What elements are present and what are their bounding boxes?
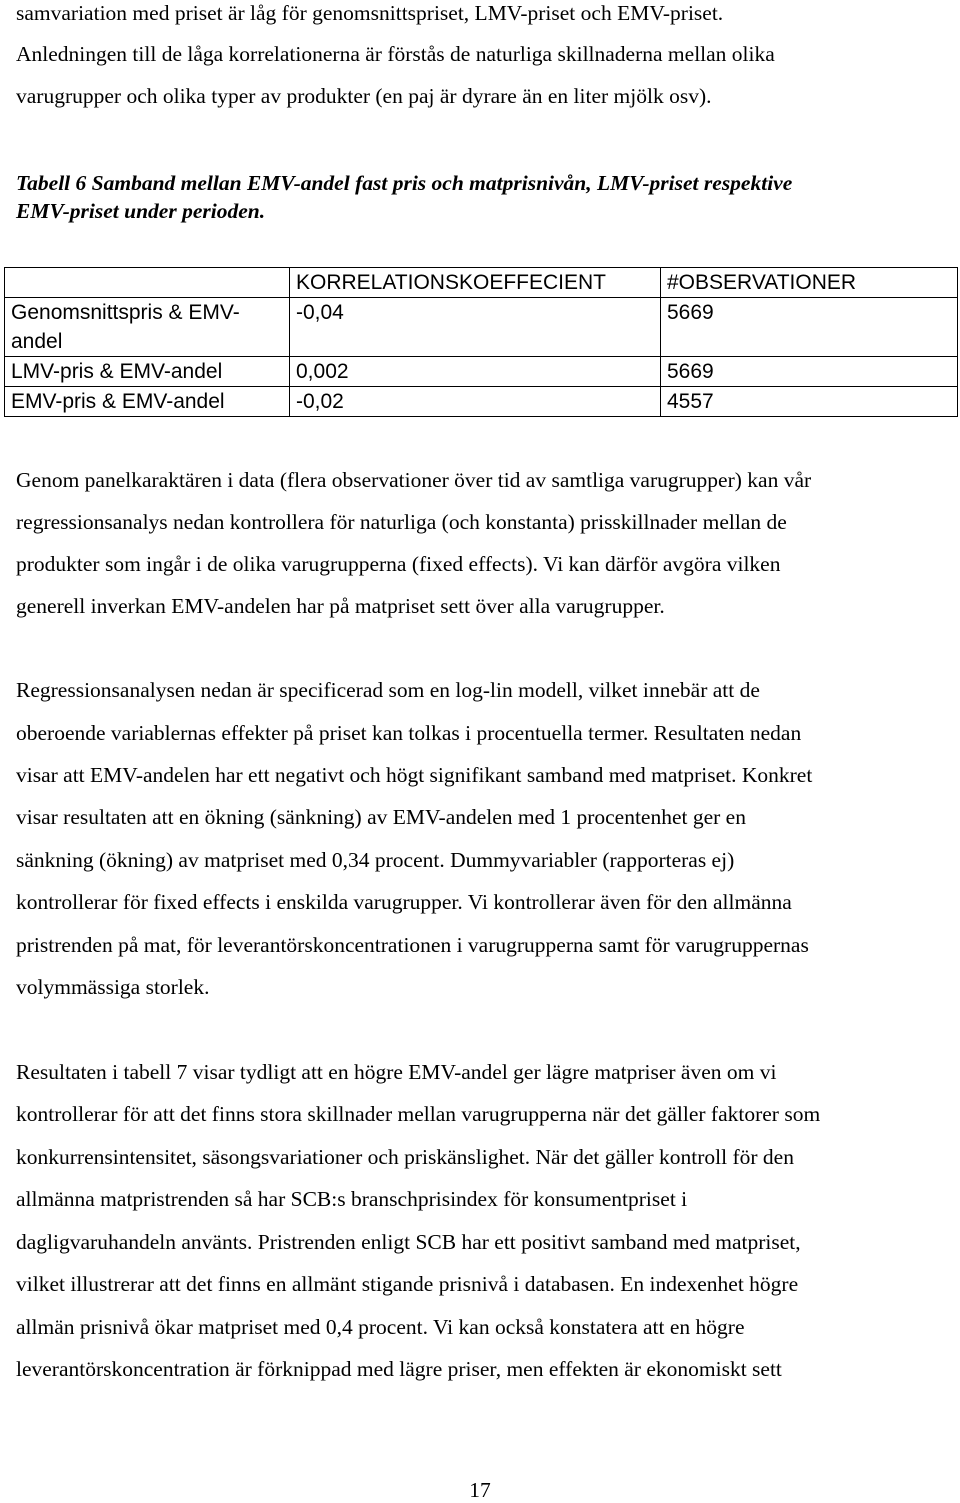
row-label (5, 298, 290, 357)
paragraph-3-line-1: Resultaten i tabell 7 visar tydligt att en högre EMV-andel ger lägre matpriser även om vi (16, 1060, 777, 1084)
header-coefficient: KORRELATIONSKOEFFECIENT (290, 268, 661, 298)
table-row (5, 298, 958, 357)
paragraph-1-line-3: produkter som ingår i de olika varugrupperna (fixed effects). Vi kan därför avgöra vilken (16, 552, 781, 576)
row-label-line-2: andel (11, 330, 63, 353)
correlation-table (4, 267, 958, 417)
intro-line-2: Anledningen till de låga korrelationerna är förstås de naturliga skillnaderna mellan olika (16, 42, 775, 66)
paragraph-1-line-1: Genom panelkaraktären i data (flera observationer över tid av samtliga varugrupper) kan vår (16, 468, 812, 492)
paragraph-3-line-3: konkurrensintensitet, säsongsvariationer och priskänslighet. När det gäller kontroll för den (16, 1145, 794, 1169)
paragraph-3-line-5: dagligvaruhandeln använts. Pristrenden enligt SCB har ett positivt samband med matpriset, (16, 1230, 801, 1254)
intro-line-3: varugrupper och olika typer av produkter (en paj är dyrare än en liter mjölk osv). (16, 84, 712, 108)
table-header-row (5, 268, 958, 298)
row-label: LMV-pris & EMV-andel (5, 357, 290, 387)
row-label: EMV-pris & EMV-andel (5, 387, 290, 417)
paragraph-2-line-2: oberoende variablernas effekter på priset kan tolkas i procentuella termer. Resultaten nedan (16, 721, 802, 745)
row-coefficient: 0,002 (290, 357, 661, 387)
paragraph-2-line-6: kontrollerar för fixed effects i enskilda varugrupper. Vi kontrollerar även för den allmänna (16, 890, 792, 914)
paragraph-2-line-4: visar resultaten att en ökning (sänkning) av EMV-andelen med 1 procentenhet ger en (16, 805, 746, 829)
table-row (5, 357, 958, 387)
paragraph-3-line-4: allmänna matpristrenden så har SCB:s branschprisindex för konsumentpriset i (16, 1187, 688, 1211)
paragraph-3-line-6: vilket illustrerar att det finns en allmänt stigande prisnivå i databasen. En indexenhet högre (16, 1272, 799, 1296)
row-observations: 4557 (661, 387, 958, 417)
row-observations: 5669 (661, 298, 958, 357)
table-row (5, 387, 958, 417)
paragraph-1-line-2: regressionsanalys nedan kontrollera för naturliga (och konstanta) prisskillnader mellan de (16, 510, 787, 534)
paragraph-2-line-3: visar att EMV-andelen har ett negativt och högt signifikant samband med matpriset. Konkret (16, 763, 813, 787)
row-coefficient: -0,04 (290, 298, 661, 357)
paragraph-2-line-8: volymmässiga storlek. (16, 975, 210, 999)
paragraph-3-line-2: kontrollerar för att det finns stora skillnader mellan varugrupperna när det gäller faktorer som (16, 1102, 821, 1126)
row-coefficient: -0,02 (290, 387, 661, 417)
paragraph-2-line-7: pristrenden på mat, för leverantörskoncentrationen i varugrupperna samt för varugruppernas (16, 933, 809, 957)
table-caption-line-2: EMV-priset under perioden. (16, 199, 266, 223)
intro-line-1: samvariation med priset är låg för genomsnittspriset, LMV-priset och EMV-priset. (16, 1, 724, 25)
header-observations: #OBSERVATIONER (661, 268, 958, 298)
header-empty-cell (5, 268, 290, 298)
paragraph-1-line-4: generell inverkan EMV-andelen har på matpriset sett över alla varugrupper. (16, 594, 665, 618)
row-label-line-1: Genomsnittspris & EMV- (11, 301, 240, 324)
paragraph-2-line-1: Regressionsanalysen nedan är specificerad som en log-lin modell, vilket innebär att de (16, 678, 760, 702)
paragraph-3-line-7: allmän prisnivå ökar matpriset med 0,4 procent. Vi kan också konstatera att en högre (16, 1315, 745, 1339)
paragraph-2-line-5: sänkning (ökning) av matpriset med 0,34 procent. Dummyvariabler (rapporteras ej) (16, 848, 735, 872)
paragraph-3-line-8: leverantörskoncentration är förknippad med lägre priser, men effekten är ekonomiskt sett (16, 1357, 782, 1381)
page-number: 17 (469, 1478, 491, 1502)
table-caption-line-1: Tabell 6 Samband mellan EMV-andel fast pris och matprisnivån, LMV-priset respektive (16, 171, 793, 195)
row-observations: 5669 (661, 357, 958, 387)
